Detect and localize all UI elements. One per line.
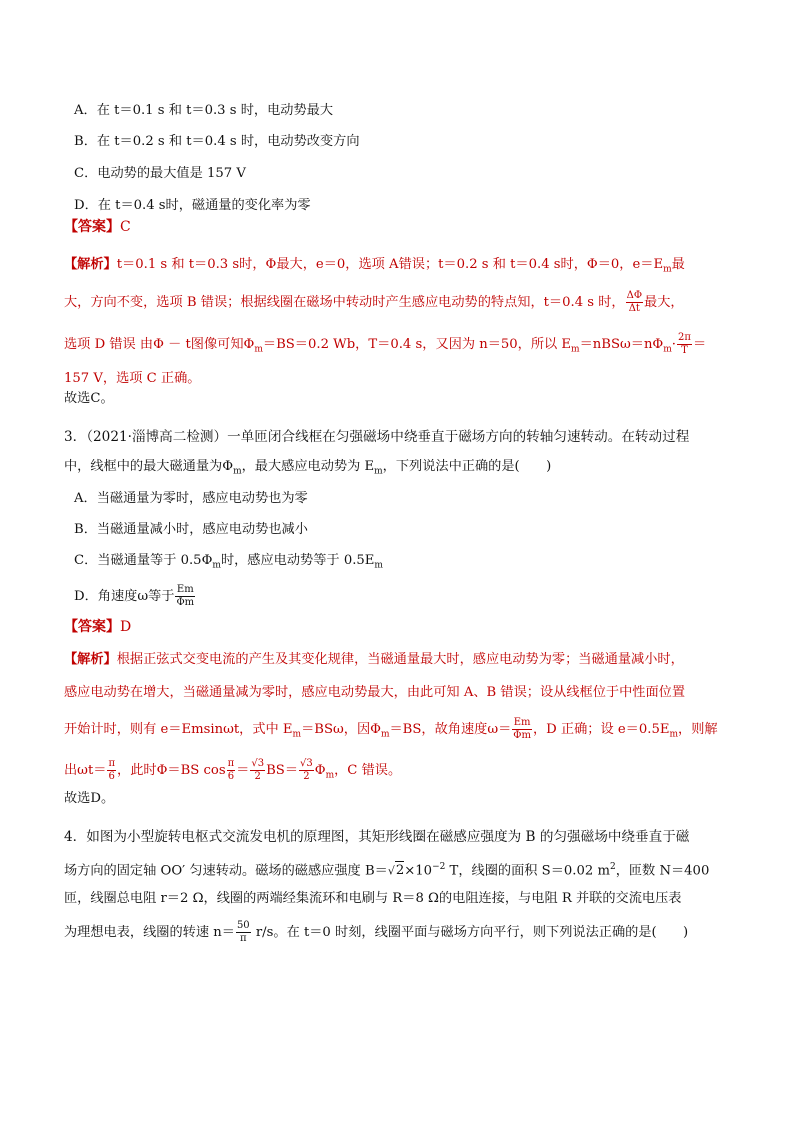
q2-analysis-line-2 [64, 290, 684, 315]
text: C．当磁通量等于 0.5Φ [74, 553, 213, 568]
q3-answer [64, 618, 131, 636]
fraction-denominator: 2 [254, 771, 261, 782]
text: · [671, 337, 676, 352]
superscript: −2 [432, 862, 446, 872]
fraction-numerator: π [108, 758, 116, 769]
q3-analysis-line-1 [64, 651, 684, 669]
subscript: m [663, 264, 672, 275]
text: ，最大感应电动势为 E [241, 459, 375, 474]
text: 根据正弦式交变电流的产生及其变化规律，当磁通量最大时，感应电动势为零；当磁通量减小时， [116, 652, 684, 667]
text: T，线圈的面积 S＝0.02 m [445, 863, 610, 879]
text: ，下列说法中正确的是( ) [382, 459, 552, 474]
text: 最 [671, 257, 685, 272]
subscript: m [292, 729, 302, 740]
text: Φ [314, 763, 326, 778]
fraction [299, 758, 314, 783]
q2-option-a: A．在 t＝0.1 s 和 t＝0.3 s 时，电动势最大 [74, 103, 334, 118]
fraction [227, 758, 236, 783]
q3-option-d [74, 584, 196, 609]
q2-analysis-line-4: 157 V，选项 C 正确。 [64, 371, 201, 386]
fraction [677, 332, 692, 357]
sqrt-icon: √ [387, 864, 395, 878]
fraction-numerator: 50 [236, 920, 250, 931]
q3-option-a: A．当磁通量为零时，感应电动势也为零 [74, 491, 308, 506]
fraction-numerator: Em [513, 717, 531, 728]
text: ＝BSω，因Φ [301, 722, 381, 737]
text: 开始计时，则有 e＝Emsinωt，式中 E [64, 722, 293, 737]
subscript: m [254, 344, 263, 355]
fraction-denominator: 6 [108, 771, 115, 782]
text: t＝0.1 s 和 t＝0.3 s时，Φ最大，e＝0，选项 A错误；t＝0.2 s 和 t＝0.4 s时，Φ＝0，e＝E [116, 257, 664, 272]
q4-stem-line-1: 4．如图为小型旋转电枢式交流发电机的原理图，其矩形线圈在磁感应强度为 B 的匀强磁场中绕垂直于磁 [64, 829, 690, 845]
fraction-denominator: Φm [513, 730, 531, 741]
subscript: m [571, 344, 580, 355]
q3-conclusion: 故选D。 [64, 791, 115, 806]
fraction-numerator: π [227, 758, 235, 769]
q3-stem-line-1: 3．（2021·淄博高二检测）一单匝闭合线框在匀强磁场中绕垂直于磁场方向的转轴匀速转动。在转动过程 [64, 429, 690, 445]
text: 时，感应电动势等于 0.5E [220, 553, 375, 568]
q2-analysis-line-1 [64, 256, 685, 279]
sqrt-radicand: 2 [395, 863, 405, 879]
q4-stem-line-3: 匝，线圈总电阻 r＝2 Ω，线圈的两端经集流环和电刷与 R＝8 Ω的电阻连接，与电阻 R 并联的交流电压表 [64, 891, 682, 906]
fraction-numerator: √3 [300, 758, 313, 769]
subscript: m [374, 560, 383, 571]
q2-option-d: D．在 t＝0.4 s时，磁通量的变化率为零 [74, 198, 311, 213]
fraction-numerator: Em [176, 584, 194, 595]
q2-option-c: C．电动势的最大值是 157 V [74, 166, 246, 181]
answer-tag: 【答案】 [64, 219, 120, 235]
answer-tag: 【答案】 [64, 619, 120, 635]
text: ，则解 [678, 722, 718, 737]
q3-analysis-line-3 [64, 717, 718, 744]
fraction [107, 758, 116, 783]
q3-option-c [74, 552, 383, 575]
q3-stem-line-2 [64, 458, 551, 481]
subscript: m [663, 344, 672, 355]
fraction-numerator: ΔΦ [626, 290, 643, 301]
fraction-numerator: 2π [678, 332, 691, 343]
superscript: 2 [609, 862, 616, 872]
fraction-denominator: T [681, 345, 688, 356]
fraction [250, 758, 265, 783]
analysis-tag: 【解析】 [64, 652, 117, 667]
fraction [626, 290, 643, 315]
q2-answer [64, 218, 131, 236]
q3-analysis-line-4 [64, 758, 401, 785]
fraction-denominator: π [240, 933, 247, 944]
text: ＝BS＝0.2 Wb，T＝0.4 s，又因为 n＝50，所以 E [262, 337, 572, 352]
fraction-denominator: 6 [227, 771, 235, 782]
q2-analysis-line-3 [64, 332, 706, 359]
text: 大，方向不变，选项 B 错误；根据线圈在磁场中转动时产生感应电动势的特点知，t＝0.4 s 时， [64, 295, 625, 310]
subscript: m [374, 466, 383, 477]
fraction [512, 717, 532, 742]
answer-value: C [120, 219, 131, 235]
text: ＝ [236, 763, 250, 778]
subscript: m [669, 729, 679, 740]
text: 出ωt＝ [64, 763, 107, 778]
text: ＝ [692, 337, 707, 352]
text: 中，线框中的最大磁通量为Φ [64, 459, 234, 474]
analysis-tag: 【解析】 [64, 257, 117, 272]
text: 场方向的固定轴 OO′ 匀速转动。磁场的磁感应强度 B＝ [64, 863, 388, 879]
text: 选项 D 错误 由Φ － t图像可知Φ [64, 337, 255, 352]
subscript: m [325, 770, 335, 781]
q2-conclusion: 故选C。 [64, 391, 114, 406]
text: ×10 [404, 863, 433, 879]
text: ＝BS，故角速度ω＝ [389, 722, 512, 737]
text: ，C 错误。 [334, 763, 402, 778]
q3-option-b: B．当磁通量减小时，感应电动势也减小 [74, 522, 308, 537]
text: ，D 正确；设 e＝0.5E [532, 722, 670, 737]
fraction [236, 920, 251, 945]
subscript: m [233, 466, 242, 477]
q4-stem-line-2 [64, 858, 709, 880]
fraction-denominator: Δt [628, 303, 640, 314]
fraction-denominator: Φm [176, 597, 195, 608]
q3-analysis-line-2: 感应电动势在增大，当磁通量减为零时，感应电动势最大，由此可知 A、B 错误；设从线框位于中性面位置 [64, 685, 686, 700]
subscript: m [380, 729, 390, 740]
text: BS＝ [266, 763, 299, 778]
fraction [175, 584, 195, 609]
text: ＝nBSω＝nΦ [579, 337, 664, 352]
text: ，此时Φ＝BS cos [117, 763, 226, 778]
text: r/s。在 t＝0 时刻，线圈平面与磁场方向平行，则下列说法正确的是( ) [251, 925, 689, 940]
text: D．角速度ω等于 [74, 589, 175, 604]
text: 为理想电表，线圈的转速 n＝ [64, 925, 235, 940]
fraction-numerator: √3 [251, 758, 265, 769]
fraction-denominator: 2 [303, 771, 310, 782]
q4-stem-line-4 [64, 920, 688, 945]
q2-option-b: B．在 t＝0.2 s 和 t＝0.4 s 时，电动势改变方向 [74, 134, 360, 149]
subscript: m [212, 560, 221, 571]
text: ，匝数 N＝400 [615, 863, 710, 879]
answer-value: D [120, 619, 132, 635]
text: 最大， [644, 295, 684, 310]
